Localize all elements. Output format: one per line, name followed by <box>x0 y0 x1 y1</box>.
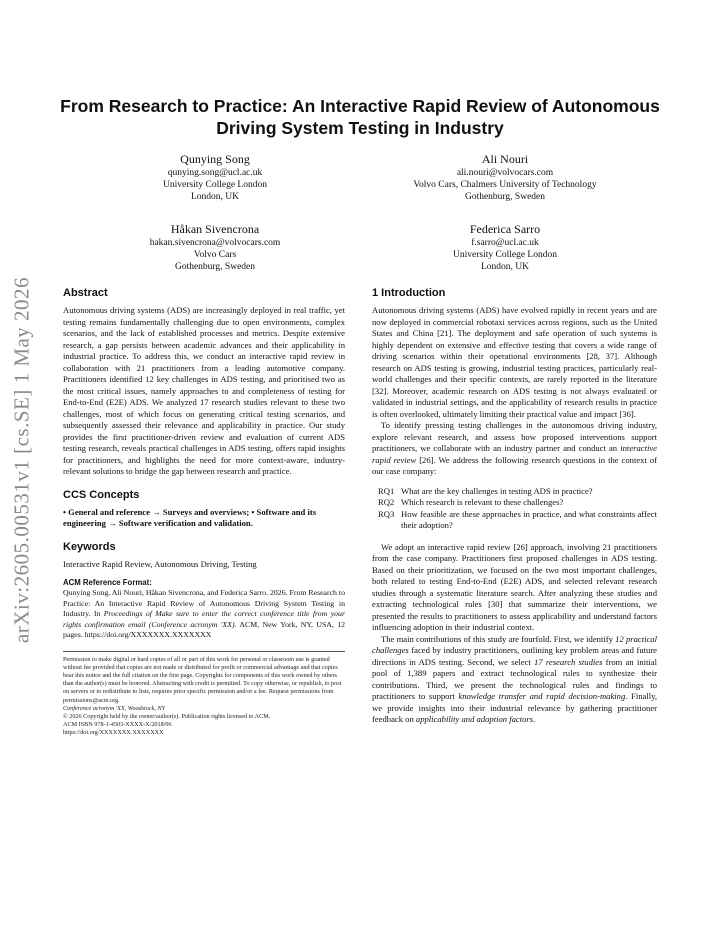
keywords-heading: Keywords <box>63 540 116 553</box>
keywords-text: Interactive Rapid Review, Autonomous Driving, Testing <box>63 558 257 569</box>
author-name: Federica Sarro <box>469 222 541 236</box>
left-column <box>63 287 345 738</box>
author-name: Håkan Sivencrona <box>170 222 260 236</box>
reference-format-text: Qunying Song, Ali Nouri, Håkan Sivencrona, and Federica Sarro. 2026. From Research to Practice: An Interactive Rapid Review of Autonomous Driving System Testing in Industry. In Proceedings of Make sure to enter the correct conference title from your rights confirmation email (Conference acronym 'XX). ACM, New York, NY, USA, 12 pages. https://doi.org/XXXXXXX.XXXXXXX <box>63 588 346 639</box>
right-column <box>372 287 657 726</box>
author-email: f.sarro@ucl.ac.uk <box>471 238 539 248</box>
author-name: Qunying Song <box>180 152 250 166</box>
intro-heading: 1 Introduction <box>372 287 446 299</box>
author-email: hakan.sivencrona@volvocars.com <box>149 238 281 248</box>
paper-title: From Research to Practice: An Interactive Rapid Review of Autonomous Driving System Testing in Industry <box>60 96 660 138</box>
intro-paragraph: To identify pressing testing challenges in the autonomous driving industry, explore relevant research, and assess how proposed interventions support practitioners, we collaborate with an industry partner and conduct an interactive rapid review [26]. We address the following research questions in the context of our case company: <box>372 420 657 476</box>
abstract-heading: Abstract <box>63 287 108 299</box>
author-block <box>90 152 340 203</box>
author-block <box>380 222 630 273</box>
abstract-text: Autonomous driving systems (ADS) are increasingly deployed in real traffic, yet testing remains fundamentally challenging due to open environments, complex scenarios, and the lack of established processes and metrics. Despite extensive research, a gap persists between academic advances and their applicability in industrial practice. To address this, we conduct an interactive rapid review in collaboration with 21 practitioners from a leading automotive company. Practitioners identified 12 key challenges in ADS testing, and prioritised two as the most critical issues, namely approaches to and completeness of testing for End-to-End (E2E) ADS. We analyzed 17 research studies relevant to these two challenges, most of which focus on generating critical testing scenarios, and subsequently assessed their relevance and applicability in practice. Our study provides the first practitioner-driven review and evaluation of current ADS testing research, reveals practical challenges in ADS testing, offers rapid insights for practitioners, and highlights the need for more context-aware, industry-relevant solutions to bridge the gap between research and practice. <box>63 305 345 476</box>
arxiv-stamp-text: arXiv:2605.00531v1 [cs.SE] 1 May 2026 <box>9 276 34 644</box>
author-location: London, UK <box>190 192 240 202</box>
ccs-text: • General and reference → Surveys and overviews; • Software and its engineering → Software verification and validation. <box>63 506 317 528</box>
copyright-line: © 2026 Copyright held by the owner/author(s). Publication rights licensed to ACM. <box>63 712 271 720</box>
permission-text: Permission to make digital or hard copies of all or part of this work for personal or classroom use is granted without fee provided that copies are not made or distributed for profit or commercial advantage and that copies bear this notice and the full citation on the first page. Copyrights for components of this work owned by others than the author(s) must be honored. Abstracting with credit is permitted. To copy otherwise, or republish, to post on servers or to redistribute to lists, requires prior specific permission and/or a fee. Request permissions from permissions@acm.org. <box>63 655 342 704</box>
author-email: qunying.song@ucl.ac.uk <box>167 168 263 178</box>
author-affiliation: University College London <box>163 180 267 190</box>
author-location: London, UK <box>480 262 530 272</box>
research-questions <box>378 486 657 532</box>
ccs-heading: CCS Concepts <box>63 488 140 501</box>
research-question: RQ1 What are the key challenges in testing ADS in practice? <box>378 485 593 496</box>
author-affiliation: Volvo Cars <box>193 250 237 260</box>
intro-paragraph: The main contributions of this study are fourfold. First, we identify 12 practical challenges faced by industry practitioners, outlining key problem areas and future directions in ADS testing. Second, we select 17 research studies from an initial pool of 1,389 papers and extract technological rules to synthesize their contributions. Third, we present the technological rules and findings to practitioners to support knowledge transfer and rapid decision-making. Finally, we provide insights into their industrial relevance by gathering practitioner feedback on applicability and adoption factors. <box>372 633 657 724</box>
author-affiliation: University College London <box>453 250 557 260</box>
author-email: ali.nouri@volvocars.com <box>456 168 554 178</box>
author-block <box>380 152 630 203</box>
reference-format-heading: ACM Reference Format: <box>63 578 152 587</box>
author-block <box>90 222 340 273</box>
intro-paragraph: We adopt an interactive rapid review [26] approach, involving 21 practitioners from the case company. Practitioners first proposed challenges in ADS testing. Based on their prioritization, we focused on the two most important challenges, both related to testing End-to-End (E2E) ADS, and selected relevant research studies through a systematic literature search. After analyzing these studies and extracting technological rules [30] that summarize their interventions, we presented the results to practitioners to assess applicability and understand factors influencing adoption in their industrial context. <box>372 541 657 632</box>
permission-notice <box>63 651 345 738</box>
intro-paragraph: Autonomous driving systems (ADS) have evolved rapidly in recent years and are now deployed in commercial robotaxi services across regions, such as the United States and China [21]. The deployment and safe operation of such systems is highly dependent on extensive and effective testing that covers a wide range of driving scenarios within their operational environments [28, 37]. Although research on ADS testing is growing, industrial testing practices, particularly real-world challenges and their specific contexts, are rarely reported in the literature [32]. Moreover, academic research on ADS testing is not always evaluated or validated in industrial settings, and the applicability of research results in practice is often overlooked, ultimately limiting their practical value and impact [36]. <box>372 305 657 419</box>
author-affiliation: Volvo Cars, Chalmers University of Technology <box>413 180 597 190</box>
conference-line: Conference acronym 'XX, Woodstock, NY <box>63 704 166 712</box>
author-location: Gothenburg, Sweden <box>464 192 546 202</box>
author-name: Ali Nouri <box>481 152 529 166</box>
research-question: RQ3 How feasible are these approaches in practice, and what constraints affect their adoption? <box>378 508 657 530</box>
arxiv-stamp <box>2 260 42 660</box>
author-location: Gothenburg, Sweden <box>174 262 256 272</box>
research-question: RQ2 Which research is relevant to these challenges? <box>378 497 564 507</box>
isbn-line: ACM ISBN 978-1-4503-XXXX-X/2018/06 <box>63 721 172 729</box>
doi-line: https://doi.org/XXXXXXX.XXXXXXX <box>63 729 164 737</box>
